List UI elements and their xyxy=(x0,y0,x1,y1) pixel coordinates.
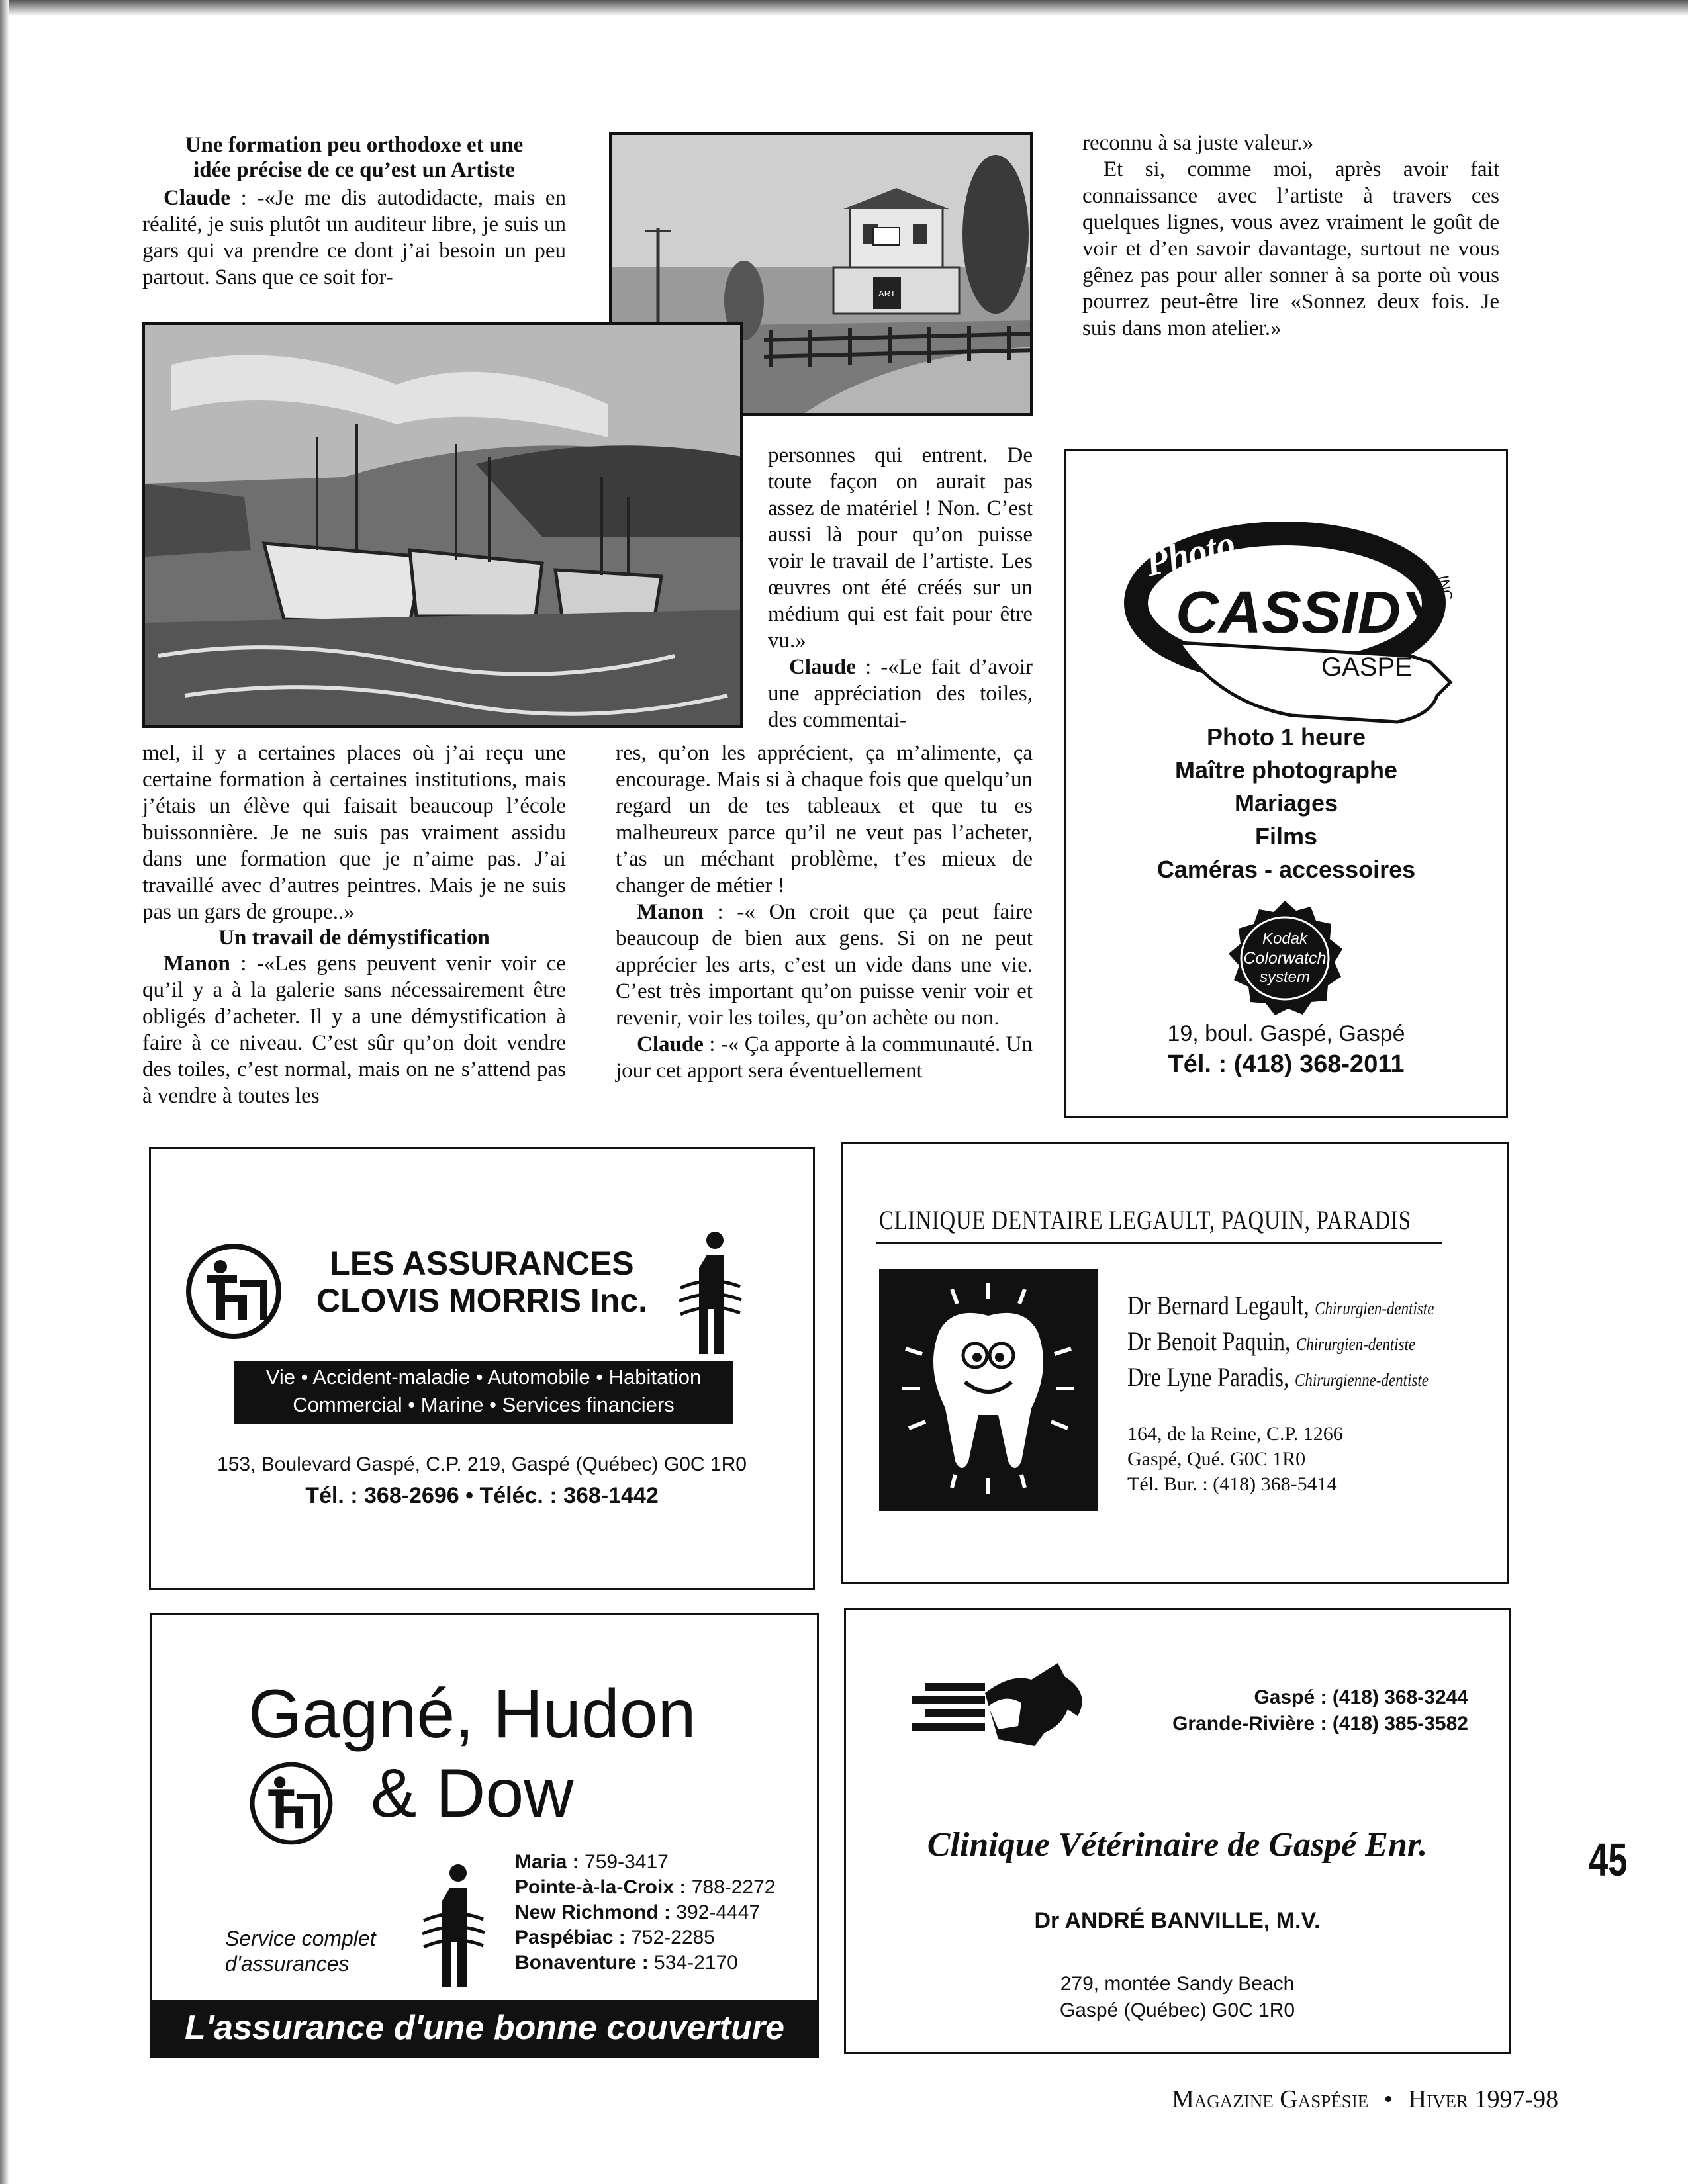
quote-text: : -« Ça apporte à la communauté. Un jour cet apport sera éventuellement xyxy=(616,1032,1033,1083)
speaker-label: Claude xyxy=(164,186,230,210)
doctor-name: Dre Lyne Paradis, xyxy=(1127,1362,1289,1392)
kodak-line1: Kodak xyxy=(1262,930,1308,948)
office-place: Paspébiac : xyxy=(515,1927,626,1948)
office-number: 752-2285 xyxy=(625,1927,715,1948)
tooth-mascot-icon xyxy=(879,1269,1098,1511)
speaker-label: Claude xyxy=(789,655,856,679)
gagne-name-line2: & Dow xyxy=(371,1755,574,1832)
heading-formation-line1: Une formation peu orthodoxe et une xyxy=(185,133,524,157)
speaker-label: Manon xyxy=(637,900,704,924)
vet-addr-line: 279, montée Sandy Beach xyxy=(1060,1973,1295,1995)
gagne-slogan: L'assurance d'une bonne couverture xyxy=(152,2000,817,2056)
ad-photo-cassidy xyxy=(1064,449,1508,1118)
quote-text: : -«Les gens peuvent venir voir ce qu’il y a à la galerie sans nécessairement être obligés d’acheter. Il y a une démystification à faire à ce niveau. C’est sûr qu’on doit vendre des toiles, c’est normal, mais on ne s’attend pas à vendre à toutes les xyxy=(142,952,566,1108)
speaker-label: Manon xyxy=(164,952,230,976)
office-place: Bonaventure : xyxy=(515,1952,649,1974)
doctor-name: Dr Bernard Legault, xyxy=(1127,1291,1309,1320)
doctor-role: Chirurgienne-dentiste xyxy=(1295,1370,1429,1390)
doctor-name: Dr Benoit Paquin, xyxy=(1127,1326,1291,1356)
vet-phones xyxy=(1111,1684,1468,1737)
dental-title: CLINIQUE DENTAIRE LEGAULT, PAQUIN, PARADIS xyxy=(879,1205,1411,1235)
person-figure-icon xyxy=(674,1228,747,1354)
harbour-painting xyxy=(142,322,743,728)
gagne-name-line1: Gagné, Hudon xyxy=(248,1676,696,1752)
dental-addr-line: Gaspé, Qué. G0C 1R0 xyxy=(1127,1448,1306,1470)
scan-edge xyxy=(0,0,9,2184)
morris-address: 153, Boulevard Gaspé, C.P. 219, Gaspé (Québec) G0C 1R0 xyxy=(217,1453,747,1475)
paragraph-claude-1 xyxy=(142,185,566,293)
vet-phone-grande-riviere: Grande-Rivière : (418) 385-3582 xyxy=(1172,1713,1468,1735)
doctor-entry xyxy=(1127,1361,1442,1396)
vet-animals-logo-icon xyxy=(899,1653,1098,1752)
ad-gagne-hudon-dow xyxy=(150,1613,819,2058)
column2-wrap-a xyxy=(768,442,1033,733)
morris-services-band xyxy=(234,1361,733,1424)
closing-paragraph: Et si, comme moi, après avoir fait connaissance avec l’artiste à travers ces quelques lignes, vous avez vraiment le goût de voir et d’en savoir davantage, surtout ne vous gênez pas pour aller sonner à sa porte où vous pourrez peut-être lire «Sonnez deux fois. Je suis dans mon atelier.» xyxy=(1082,158,1499,340)
manon-continuation: personnes qui entrent. De toute façon on aurait pas assez de matériel ! Non. C’est aussi là pour qu’on puisse voir le travail de l’artiste. Les œuvres ont été créés sur un médium qui est fait pour être vu.» xyxy=(768,443,1033,653)
logo-name-text: CASSIDY xyxy=(1176,580,1441,646)
issue-date: Hiver 1997-98 xyxy=(1408,2085,1559,2113)
service-item: Photo 1 heure xyxy=(1206,723,1366,751)
magazine-name: Magazine Gaspésie xyxy=(1172,2085,1369,2113)
cassidy-address: 19, boul. Gaspé, Gaspé xyxy=(1167,1021,1405,1046)
office-place: Pointe-à-la-Croix : xyxy=(515,1876,686,1898)
service-item: Films xyxy=(1254,823,1318,850)
office-number: 788-2272 xyxy=(686,1876,776,1898)
column2-main xyxy=(616,740,1033,1084)
office-place: New Richmond : xyxy=(515,1901,671,1923)
office-entry xyxy=(515,1925,775,1950)
quote-text: : -« On croit que ça peut faire beaucoup de bien aux gens. Si on ne peut apprécier les arts, c’est un vide dans une vie. C’est très important qu’on puisse venir voir et revenir, voir les toiles, qu’on achète ou non. xyxy=(616,900,1033,1030)
cassidy-services xyxy=(1066,721,1506,886)
heading-formation xyxy=(142,132,566,183)
claude-conclusion: reconnu à sa juste valeur.» xyxy=(1082,131,1314,155)
art-sign-text: ART xyxy=(878,289,896,298)
dental-title-rule xyxy=(876,1242,1442,1244)
ad-veterinary-clinic xyxy=(844,1608,1511,2054)
logo-inc-text: INC. xyxy=(1435,574,1457,606)
doctor-role: Chirurgien-dentiste xyxy=(1315,1298,1434,1318)
gagne-service-line1: Service complet xyxy=(225,1927,376,1950)
office-number: 392-4447 xyxy=(671,1901,761,1923)
doctor-entry xyxy=(1127,1289,1442,1325)
morris-name-line2: CLOVIS MORRIS Inc. xyxy=(316,1282,648,1319)
office-number: 759-3417 xyxy=(579,1851,669,1873)
logo-photo-text: Photo xyxy=(1141,523,1239,585)
cassidy-logo xyxy=(1119,504,1457,742)
vet-phone-gaspe: Gaspé : (418) 368-3244 xyxy=(1254,1686,1468,1708)
claude-continuation-2: res, qu’on les apprécient, ça m’alimente, ça encourage. Mais si à chaque fois que quelqu’un regard un de tes tableaux et que tu es malheureux parce qu’il ne veut pas l’acheter, t’as un méchant problème, t’es mieux de changer de métier ! xyxy=(616,741,1033,897)
gagne-service xyxy=(225,1926,376,1976)
office-place: Maria : xyxy=(515,1851,579,1873)
ad-clovis-morris xyxy=(149,1147,815,1590)
gagne-service-line2: d'assurances xyxy=(225,1952,350,1976)
morris-band-line1: Vie • Accident-maladie • Automobile • Habitation xyxy=(265,1365,702,1388)
office-entry xyxy=(515,1875,775,1900)
morris-name xyxy=(290,1245,674,1319)
heading-demystification: Un travail de démystification xyxy=(218,926,490,950)
dental-addr-line: Tél. Bur. : (418) 368-5414 xyxy=(1127,1473,1337,1495)
speaker-label: Claude xyxy=(637,1032,704,1056)
column3 xyxy=(1082,130,1499,341)
ad-dental-clinic xyxy=(841,1142,1509,1584)
heading-formation-line2: idée précise de ce qu’est un Artiste xyxy=(193,158,515,182)
morris-phone: Tél. : 368-2696 • Téléc. : 368-1442 xyxy=(305,1483,659,1508)
quote-text: : -«Le fait d’avoir une appréciation des toiles, des commentai- xyxy=(768,655,1033,732)
dental-address xyxy=(1127,1422,1458,1497)
morris-band-line2: Commercial • Marine • Services financiers xyxy=(293,1393,675,1416)
footer-line xyxy=(1172,2085,1558,2114)
kodak-line3: system xyxy=(1259,968,1311,986)
service-item: Maître photographe xyxy=(1174,756,1397,784)
office-entry xyxy=(515,1900,775,1925)
gagne-offices xyxy=(515,1850,775,1976)
vet-addr-line: Gaspé (Québec) G0C 1R0 xyxy=(1059,1999,1295,2021)
vet-doctor: Dr ANDRÉ BANVILLE, M.V. xyxy=(1034,1908,1321,1933)
dental-addr-line: 164, de la Reine, C.P. 1266 xyxy=(1127,1423,1343,1445)
logo-city-text: GASPÉ xyxy=(1321,653,1413,682)
insurance-emblem-icon xyxy=(248,1760,334,1846)
office-entry xyxy=(515,1950,775,1976)
claude-continuation: mel, il y a certaines places où j’ai reçu une certaine formation à certaines institutions, mais j’étais un élève qui faisait beaucoup l’école buissonnière. Je ne suis pas vraiment assidu dans une formation que je n’aime pas. J’ai travaillé avec d’autres peintres. Mais je ne suis pas un gars de groupe..» xyxy=(142,741,566,924)
scan-shadow xyxy=(0,0,1688,16)
service-item: Mariages xyxy=(1234,790,1338,817)
quote-text: : -«Je me dis autodidacte, mais en réalité, je suis plutôt un auditeur libre, je suis un gars qui va prendre ce dont j’ai besoin un peu partout. Sans que ce soit for- xyxy=(142,186,566,289)
vet-address xyxy=(846,1971,1509,2024)
cassidy-phone: Tél. : (418) 368-2011 xyxy=(1168,1050,1405,1078)
doctor-entry xyxy=(1127,1325,1442,1361)
kodak-line2: Colorwatch xyxy=(1243,949,1327,968)
insurance-emblem-icon xyxy=(184,1242,283,1341)
service-item: Caméras - accessoires xyxy=(1156,856,1416,883)
office-entry xyxy=(515,1850,775,1875)
vet-clinic-name: Clinique Vétérinaire de Gaspé Enr. xyxy=(927,1826,1428,1864)
doctor-role: Chirurgien-dentiste xyxy=(1295,1334,1416,1354)
person-figure-icon xyxy=(417,1861,490,1987)
office-number: 534-2170 xyxy=(648,1952,738,1974)
morris-name-line1: LES ASSURANCES xyxy=(330,1245,634,1282)
dental-doctors xyxy=(1127,1289,1498,1396)
kodak-seal xyxy=(1222,897,1348,1017)
page-number: 45 xyxy=(1589,1834,1628,1886)
footer-bullet: • xyxy=(1383,2085,1393,2113)
column1-continuation xyxy=(142,740,566,1109)
